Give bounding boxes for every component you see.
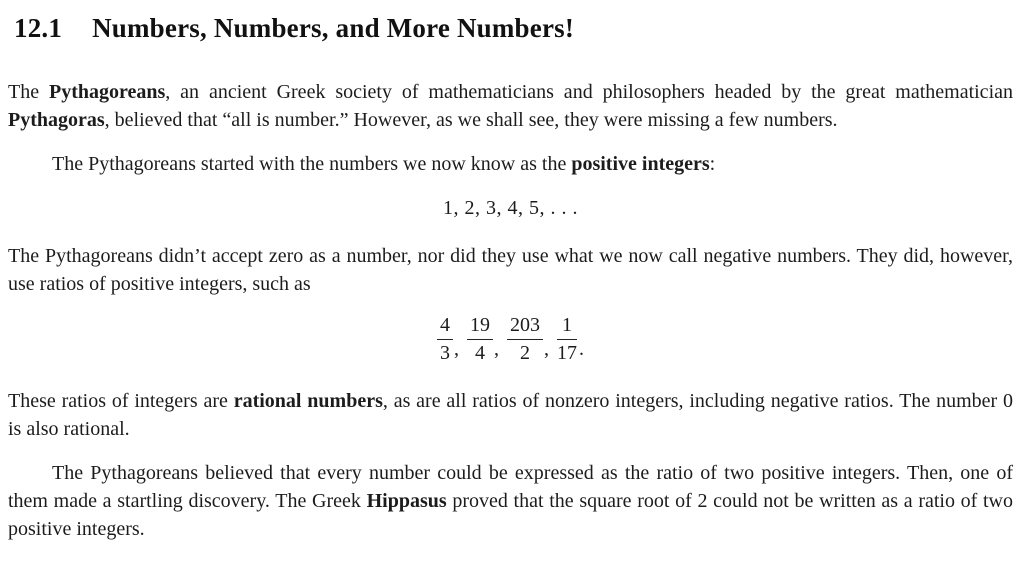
bold-term-hippasus: Hippasus [366,490,447,512]
fraction-numerator: 19 [467,314,493,340]
display-math-fractions [8,314,1013,365]
fraction [437,314,453,365]
paragraph-rational-numbers [8,387,1013,443]
fraction [467,314,493,365]
fraction [557,314,577,365]
fraction-separator: , [454,338,459,360]
fraction-numerator: 4 [437,314,453,340]
paragraph-pythagoreans-intro [8,78,1013,134]
bold-term-positive-integers: positive integers [571,153,710,175]
fraction [507,314,543,365]
fraction-denominator: 4 [475,342,485,364]
paragraph-text: The Pythagoreans believed that every number could be expressed as the ratio of two positive integers. Then, one of them made a startling discovery. The Greek [8,462,1013,512]
paragraph-text: The Pythagoreans started with the numbers we now know as the [52,153,572,175]
bold-term-rational-numbers: rational numbers [233,390,383,412]
paragraph-text: The Pythagoreans didn’t accept zero as a number, nor did they use what we now call negative numbers. They did, however, use ratios of positive integers, such as [8,245,1013,295]
fraction-denominator: 2 [520,342,530,364]
fraction-separator: , [494,338,499,360]
section-heading [14,12,1013,44]
paragraph-text: These ratios of integers are [8,390,234,412]
paragraph-text: : [709,153,716,175]
display-math-integer-sequence [8,194,1013,222]
fraction-terminator: . [579,338,584,360]
paragraph-text: The [8,81,49,103]
fraction-numerator: 1 [557,314,577,340]
fraction-denominator: 3 [440,342,450,364]
fraction-numerator: 203 [507,314,543,340]
paragraph-text: , believed that “all is number.” However, as we shall see, they were missing a few numbers. [104,109,838,131]
integer-sequence: 1, 2, 3, 4, 5, . . . [443,197,578,219]
bold-term-pythagoras: Pythagoras [8,109,105,131]
paragraph-text: , as are all ratios of nonzero integers, including negative ratios. The number 0 is also rational. [8,390,1014,440]
paragraph-positive-integers [8,150,1013,178]
section-title: Numbers, Numbers, and More Numbers! [92,13,575,43]
fraction-separator: , [544,338,549,360]
section-number: 12.1 [14,13,63,43]
paragraph-zero-negatives [8,242,1013,298]
paragraph-hippasus [8,459,1013,543]
fraction-denominator: 17 [557,342,577,364]
paragraph-text: proved that the square root of 2 could not be written as a ratio of two positive integers. [8,490,1013,540]
paragraph-text: , an ancient Greek society of mathematicians and philosophers headed by the great mathematician [165,81,1013,103]
bold-term-pythagoreans: Pythagoreans [48,81,166,103]
